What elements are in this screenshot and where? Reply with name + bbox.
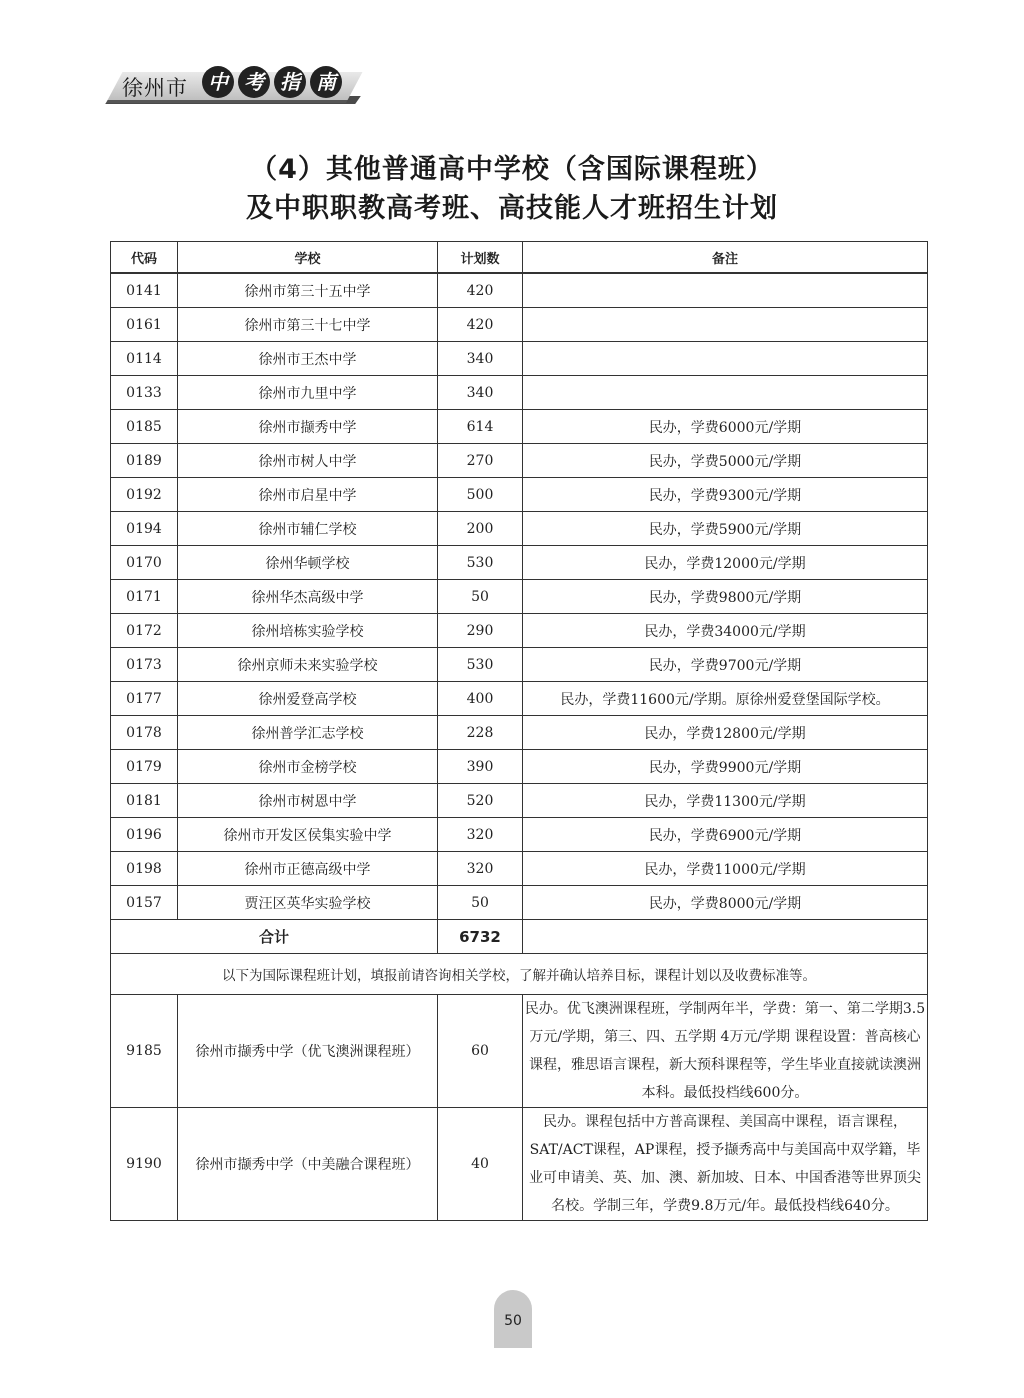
row-plan: 420 bbox=[438, 273, 523, 308]
row-note: 民办，学费5900元/学期 bbox=[523, 512, 928, 546]
intl-row bbox=[111, 1108, 928, 1221]
row-code: 0178 bbox=[111, 716, 178, 750]
row-school: 徐州市第三十五中学 bbox=[178, 273, 438, 308]
table-row bbox=[111, 376, 928, 410]
row-school: 徐州市辅仁学校 bbox=[178, 512, 438, 546]
row-code: 0189 bbox=[111, 444, 178, 478]
row-plan: 500 bbox=[438, 478, 523, 512]
row-plan: 420 bbox=[438, 308, 523, 342]
row-note: 民办，学费12800元/学期 bbox=[523, 716, 928, 750]
intl-note-text: 以下为国际课程班计划，填报前请咨询相关学校，了解并确认培养目标，课程计划以及收费标准等。 bbox=[111, 954, 928, 995]
header-school: 学校 bbox=[178, 242, 438, 274]
intl-row bbox=[111, 995, 928, 1108]
row-school: 徐州市金榜学校 bbox=[178, 750, 438, 784]
row-note: 民办，学费11600元/学期。原徐州爱登堡国际学校。 bbox=[523, 682, 928, 716]
row-plan: 530 bbox=[438, 546, 523, 580]
row-plan: 270 bbox=[438, 444, 523, 478]
table-row bbox=[111, 444, 928, 478]
row-note: 民办，学费6900元/学期 bbox=[523, 818, 928, 852]
row-school: 徐州培栋实验学校 bbox=[178, 614, 438, 648]
table-header-row bbox=[111, 242, 928, 274]
header-banner bbox=[106, 58, 356, 108]
row-note: 民办，学费9900元/学期 bbox=[523, 750, 928, 784]
page-title-line2: 及中职职教高考班、高技能人才班招生计划 bbox=[246, 193, 778, 224]
row-school: 徐州市撷秀中学 bbox=[178, 410, 438, 444]
row-note: 民办，学费6000元/学期 bbox=[523, 410, 928, 444]
banner-city: 徐州市 bbox=[122, 76, 188, 100]
row-note: 民办，学费9300元/学期 bbox=[523, 478, 928, 512]
row-code: 0157 bbox=[111, 886, 178, 920]
intl-plan: 60 bbox=[438, 995, 523, 1108]
row-school: 徐州市树人中学 bbox=[178, 444, 438, 478]
row-plan: 340 bbox=[438, 342, 523, 376]
table-row bbox=[111, 580, 928, 614]
intl-note-row bbox=[111, 954, 928, 995]
row-school: 徐州市王杰中学 bbox=[178, 342, 438, 376]
row-note bbox=[523, 342, 928, 376]
table-body bbox=[111, 273, 928, 920]
row-plan: 200 bbox=[438, 512, 523, 546]
row-note: 民办，学费34000元/学期 bbox=[523, 614, 928, 648]
table-row bbox=[111, 512, 928, 546]
row-code: 0179 bbox=[111, 750, 178, 784]
table-row bbox=[111, 852, 928, 886]
row-note: 民办，学费12000元/学期 bbox=[523, 546, 928, 580]
row-code: 0172 bbox=[111, 614, 178, 648]
row-note: 民办，学费9800元/学期 bbox=[523, 580, 928, 614]
row-school: 徐州华顿学校 bbox=[178, 546, 438, 580]
table-row bbox=[111, 648, 928, 682]
brand-char-2: 考 bbox=[238, 66, 270, 98]
row-note: 民办，学费9700元/学期 bbox=[523, 648, 928, 682]
row-note: 民办，学费5000元/学期 bbox=[523, 444, 928, 478]
row-note bbox=[523, 273, 928, 308]
table-row bbox=[111, 614, 928, 648]
total-note bbox=[523, 920, 928, 954]
table-row bbox=[111, 342, 928, 376]
intl-note: 民办。课程包括中方普高课程、美国高中课程，语言课程，SAT/ACT课程，AP课程，授予撷秀高中与美国高中双学籍，毕业可申请美、英、加、澳、新加坡、日本、中国香港等世界顶尖名校。学制三年，学费9.8万元/年。最低投档线640分。 bbox=[523, 1108, 928, 1221]
row-school: 徐州市正德高级中学 bbox=[178, 852, 438, 886]
row-school: 徐州市树恩中学 bbox=[178, 784, 438, 818]
row-school: 徐州市开发区侯集实验中学 bbox=[178, 818, 438, 852]
row-code: 0196 bbox=[111, 818, 178, 852]
row-school: 徐州京师未来实验学校 bbox=[178, 648, 438, 682]
header-note: 备注 bbox=[523, 242, 928, 274]
row-plan: 290 bbox=[438, 614, 523, 648]
intl-code: 9185 bbox=[111, 995, 178, 1108]
brand-char-4: 南 bbox=[310, 66, 342, 98]
header-code: 代码 bbox=[111, 242, 178, 274]
table-row bbox=[111, 818, 928, 852]
row-plan: 400 bbox=[438, 682, 523, 716]
row-code: 0161 bbox=[111, 308, 178, 342]
row-code: 0185 bbox=[111, 410, 178, 444]
table-row bbox=[111, 682, 928, 716]
brand-char-1: 中 bbox=[202, 66, 234, 98]
header-plan: 计划数 bbox=[438, 242, 523, 274]
row-note bbox=[523, 308, 928, 342]
row-school: 贾汪区英华实验学校 bbox=[178, 886, 438, 920]
page-number: 50 bbox=[494, 1290, 532, 1348]
row-plan: 340 bbox=[438, 376, 523, 410]
row-plan: 520 bbox=[438, 784, 523, 818]
row-school: 徐州普学汇志学校 bbox=[178, 716, 438, 750]
intl-note: 民办。优飞澳洲课程班，学制两年半，学费：第一、第二学期3.5万元/学期，第三、四、五学期 4万元/学期 课程设置：普高核心课程，雅思语言课程，新大预科课程等，学生毕业直接就读澳洲本科。最低投档线600分。 bbox=[523, 995, 928, 1108]
table-row bbox=[111, 716, 928, 750]
row-code: 0141 bbox=[111, 273, 178, 308]
total-row bbox=[111, 920, 928, 954]
row-code: 0173 bbox=[111, 648, 178, 682]
total-label: 合计 bbox=[111, 920, 438, 954]
intl-plan: 40 bbox=[438, 1108, 523, 1221]
row-note bbox=[523, 376, 928, 410]
intl-school: 徐州市撷秀中学（优飞澳洲课程班） bbox=[178, 995, 438, 1108]
row-note: 民办，学费8000元/学期 bbox=[523, 886, 928, 920]
row-note: 民办，学费11300元/学期 bbox=[523, 784, 928, 818]
row-plan: 614 bbox=[438, 410, 523, 444]
row-school: 徐州市启星中学 bbox=[178, 478, 438, 512]
row-plan: 50 bbox=[438, 580, 523, 614]
row-plan: 390 bbox=[438, 750, 523, 784]
row-code: 0181 bbox=[111, 784, 178, 818]
intl-code: 9190 bbox=[111, 1108, 178, 1221]
table-row bbox=[111, 546, 928, 580]
brand-char-3: 指 bbox=[274, 66, 306, 98]
row-code: 0170 bbox=[111, 546, 178, 580]
row-code: 0171 bbox=[111, 580, 178, 614]
table-row bbox=[111, 308, 928, 342]
row-plan: 50 bbox=[438, 886, 523, 920]
row-code: 0177 bbox=[111, 682, 178, 716]
row-code: 0133 bbox=[111, 376, 178, 410]
table-row bbox=[111, 410, 928, 444]
intl-school: 徐州市撷秀中学（中美融合课程班） bbox=[178, 1108, 438, 1221]
row-code: 0198 bbox=[111, 852, 178, 886]
enrollment-plan-table bbox=[110, 241, 928, 1221]
row-plan: 320 bbox=[438, 852, 523, 886]
row-code: 0192 bbox=[111, 478, 178, 512]
row-code: 0194 bbox=[111, 512, 178, 546]
table-row bbox=[111, 273, 928, 308]
row-school: 徐州市九里中学 bbox=[178, 376, 438, 410]
row-plan: 530 bbox=[438, 648, 523, 682]
page-title-line1: （4）其他普通高中学校（含国际课程班） bbox=[250, 154, 774, 185]
row-code: 0114 bbox=[111, 342, 178, 376]
row-school: 徐州华杰高级中学 bbox=[178, 580, 438, 614]
row-school: 徐州市第三十七中学 bbox=[178, 308, 438, 342]
table-row bbox=[111, 886, 928, 920]
row-note: 民办，学费11000元/学期 bbox=[523, 852, 928, 886]
row-plan: 320 bbox=[438, 818, 523, 852]
total-value: 6732 bbox=[438, 920, 523, 954]
row-plan: 228 bbox=[438, 716, 523, 750]
table-row bbox=[111, 750, 928, 784]
row-school: 徐州爱登高学校 bbox=[178, 682, 438, 716]
table-row bbox=[111, 784, 928, 818]
table-row bbox=[111, 478, 928, 512]
